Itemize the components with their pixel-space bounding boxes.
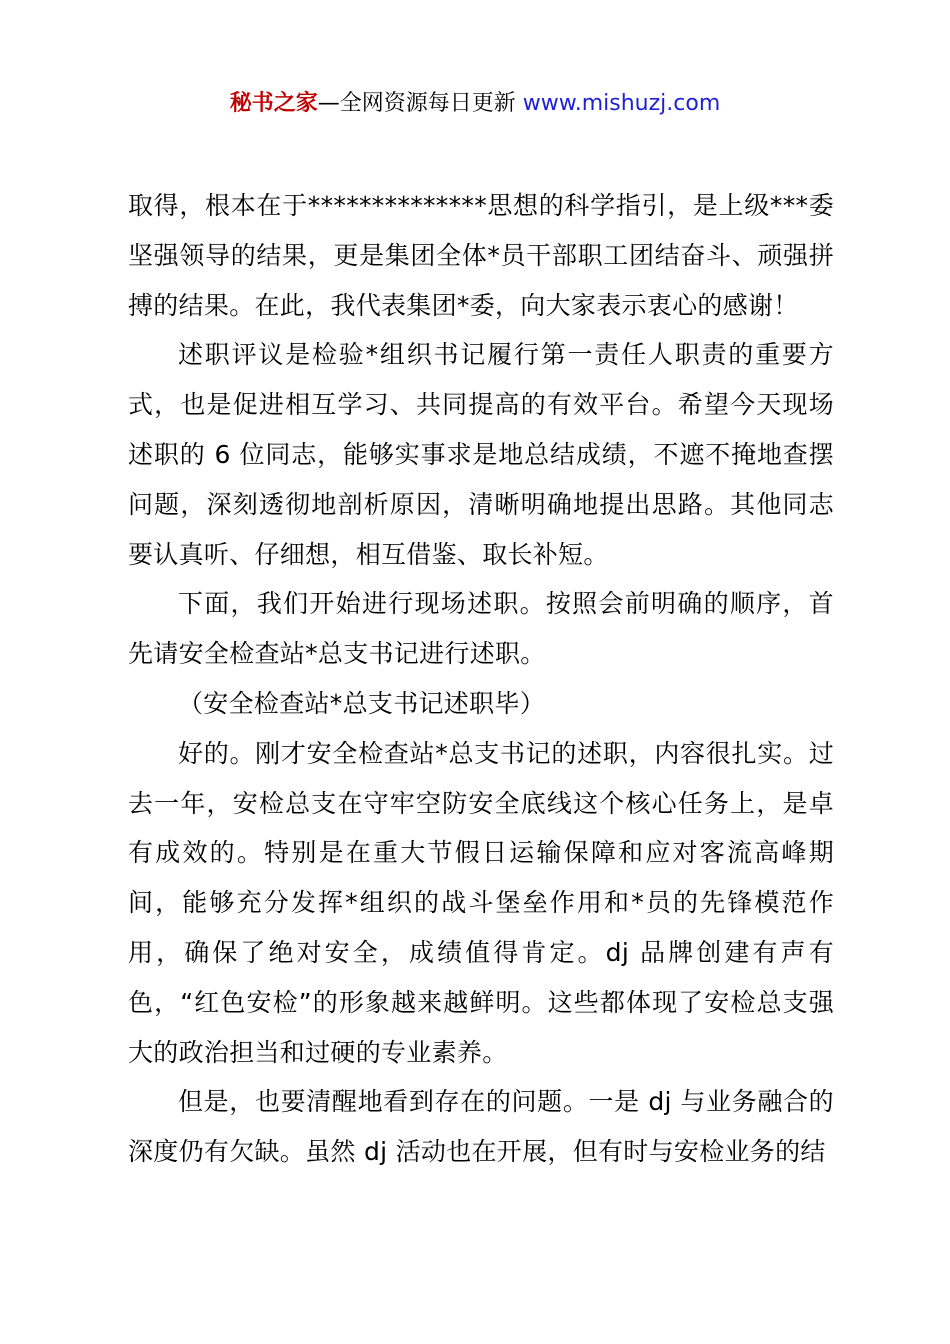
paragraph: 但是，也要清醒地看到存在的问题。一是 dj 与业务融合的深度仍有欠缺。虽然 dj 活动也在开展，但有时与安检业务的结 (128, 1087, 834, 1167)
paragraph: 好的。刚才安全检查站*总支书记的述职，内容很扎实。过去一年，安检总支在守牢空防安全底线这个核心任务上，是卓有成效的。特别是在重大节假日运输保障和应对客流高峰期间，能够充分发挥*组织的战斗堡垒作用和*员的先锋模范作用，确保了绝对安全，成绩值得肯定。dj 品牌创建有声有色，“红色安检”的形象越来越鲜明。这些都体现了安检总支强大的政治担当和过硬的专业素养。 (128, 738, 834, 1067)
paragraph-stage-note: （安全检查站*总支书记述职毕） (178, 688, 546, 718)
site-url-link[interactable]: www.mishuzj.com (522, 91, 721, 116)
document-body (128, 181, 834, 1177)
site-slogan: —全网资源每日更新 (317, 91, 523, 116)
paragraph: 下面，我们开始进行现场述职。按照会前明确的顺序，首先请安全检查站*总支书记进行述职。 (128, 589, 834, 669)
site-brand: 秘书之家 (229, 91, 318, 116)
site-header (0, 88, 950, 120)
paragraph: 述职评议是检验*组织书记履行第一责任人职责的重要方式，也是促进相互学习、共同提高的有效平台。希望今天现场述职的 6 位同志，能够实事求是地总结成绩，不遮不掩地查摆问题，深刻透彻地剖析原因，清晰明确地提出思路。其他同志要认真听、仔细想，相互借鉴、取长补短。 (128, 340, 834, 569)
paragraph-continuation: 取得，根本在于**************思想的科学指引，是上级***委坚强领导的结果，更是集团全体*员干部职工团结奋斗、顽强拼搏的结果。在此，我代表集团*委，向大家表示衷心的感谢！ (128, 191, 834, 320)
